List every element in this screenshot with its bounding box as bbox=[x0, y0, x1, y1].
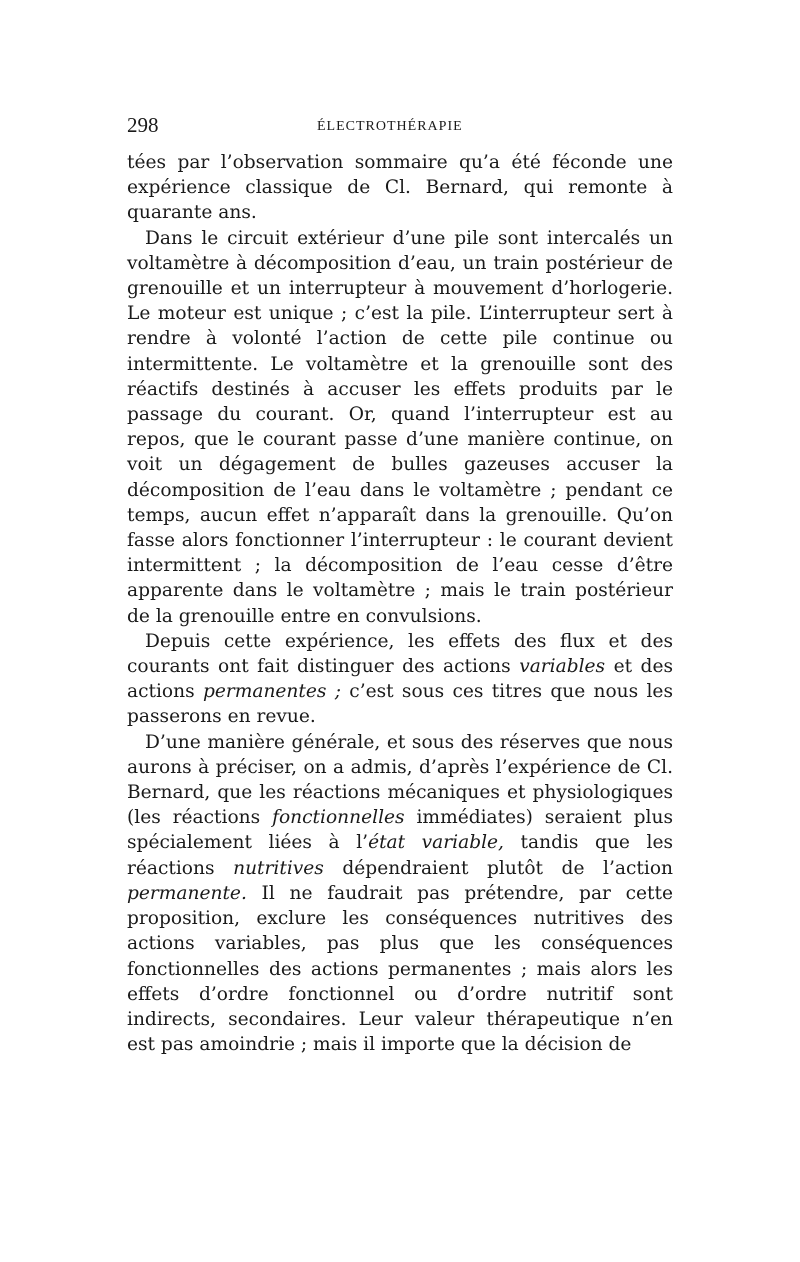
text-span: tandis que les réactions bbox=[127, 832, 673, 879]
text-span: c’est sous ces titres que nous les passerons en revue. bbox=[127, 681, 673, 728]
italic-term: état variable, bbox=[368, 832, 504, 854]
text-span: D’une manière générale, et sous des réserves que nous aurons à préciser, on a admis, d’après l’expérience de Cl. Bernard, que les réactions mécaniques et physiologiques (les réactions bbox=[127, 731, 673, 829]
paragraph-experiment bbox=[127, 226, 673, 629]
text-span: immédiates) seraient plus spécialement liées à l’ bbox=[127, 807, 674, 854]
paragraph-general bbox=[127, 730, 673, 1058]
running-title: ÉLECTROTHÉRAPIE bbox=[317, 119, 463, 134]
text-span: et des actions bbox=[127, 656, 674, 703]
page-number: 298 bbox=[127, 113, 159, 137]
italic-term: permanente. bbox=[127, 882, 247, 904]
text-span: dépendraient plutôt de l’action bbox=[323, 857, 673, 879]
paragraph-actions bbox=[127, 629, 673, 730]
text-span: Il ne faudrait pas prétendre, par cette proposition, exclure les conséquences nutritives des actions variables, pas plus que les conséquences fonctionnelles des actions permanentes ; mais alors les effets d’ordre fonctionnel ou d’ordre nutritif sont indirects, secondaires. Leur valeur thérapeutique n’en est pas amoindrie ; mais il importe que la décision de bbox=[127, 882, 673, 1056]
italic-term: fonctionnelles bbox=[272, 807, 405, 829]
italic-term: permanentes ; bbox=[202, 681, 341, 703]
text-span: tées par l’observation sommaire qu’a été féconde une expérience classique de Cl. Bernard, qui remonte à quarante ans. bbox=[127, 152, 673, 224]
body-text bbox=[127, 150, 673, 1057]
text-span: Dans le circuit extérieur d’une pile sont intercalés un voltamètre à décomposition d’eau, un train postérieur de grenouille et un interrupteur à mouvement d’horlogerie. Le moteur est unique ; c’est la pile. L’interrupteur sert à rendre à volonté l’action de cette pile continue ou intermittente. Le voltamètre et la grenouille sont des réactifs destinés à accuser les effets produits par le passage du courant. Or, quand l’interrupteur est au repos, que le courant passe d’une manière continue, on voit un dégagement de bulles gazeuses accuser la décomposition de l’eau dans le voltamètre ; pendant ce temps, aucun effet n’apparaît dans la grenouille. Qu’on fasse alors fonctionner l’interrupteur : le courant devient intermittent ; la décomposition de l’eau cesse d’être apparente dans le voltamètre ; mais le train postérieur de la grenouille entre en convulsions. bbox=[127, 227, 673, 627]
italic-term: nutritives bbox=[233, 857, 324, 879]
text-span: Depuis cette expérience, les effets des flux et des courants ont fait distinguer des actions bbox=[127, 630, 673, 678]
italic-term: variables bbox=[519, 656, 606, 678]
page-header bbox=[127, 110, 673, 140]
paragraph-continuation bbox=[127, 150, 673, 226]
